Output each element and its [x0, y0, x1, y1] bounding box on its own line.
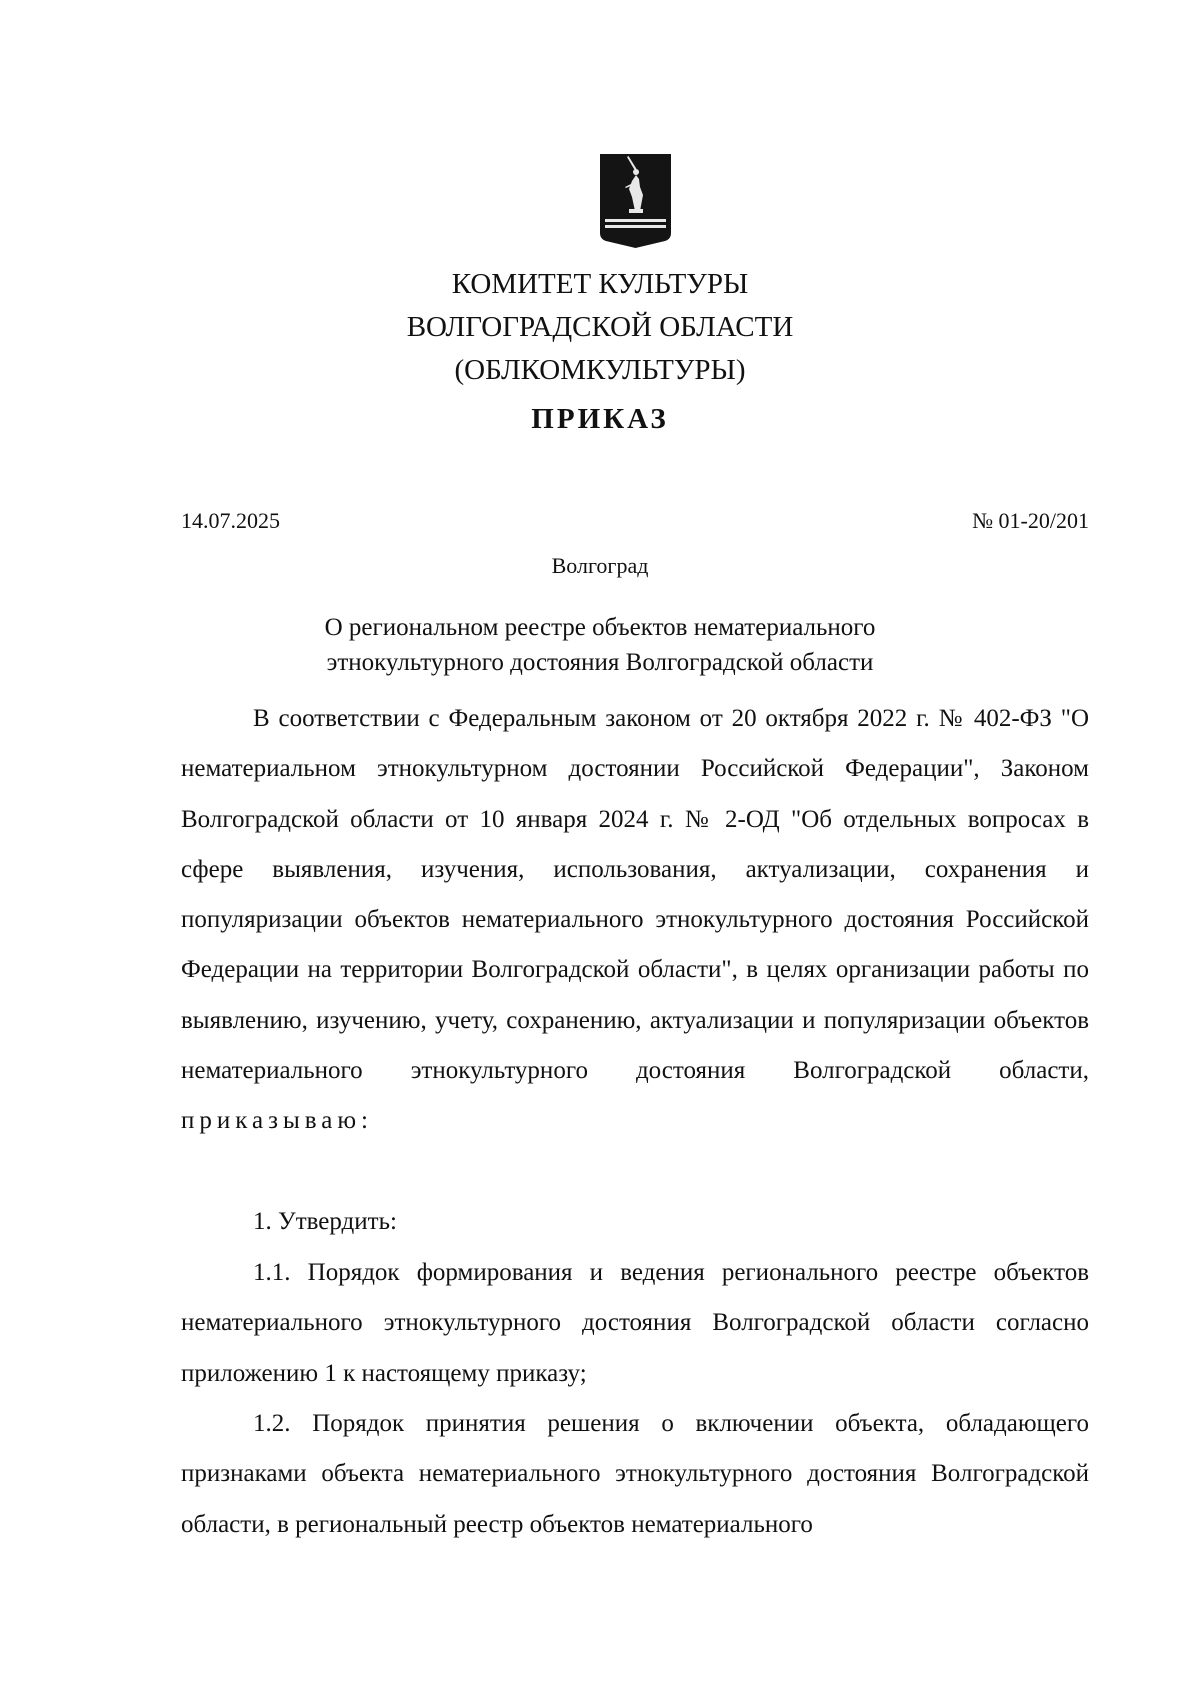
item-1-1-paragraph [181, 1248, 1089, 1399]
volgograd-coat-of-arms-emblem [599, 153, 672, 249]
item-1-2-paragraph [181, 1399, 1089, 1550]
order-city: Волгоград [551, 553, 649, 578]
order-word: приказываю [181, 1107, 362, 1135]
org-line-3: (ОБЛКОМКУЛЬТУРЫ) [454, 354, 746, 386]
order-number: № 01-20/201 [972, 508, 1089, 533]
org-line-2: ВОЛГОГРАДСКОЙ ОБЛАСТИ [406, 311, 794, 343]
org-line-1: КОМИТЕТ КУЛЬТУРЫ [451, 268, 749, 300]
order-colon: : [361, 1107, 368, 1135]
order-subject [0, 610, 1200, 680]
item-1-paragraph [181, 1197, 1089, 1247]
item-1-2-text: 1.2. Порядок принятия решения о включении объекта, обладающего признаками объекта нематериального этнокультурного достояния Волгоградской области, в региональный реестр объектов нематериального [181, 1410, 1089, 1538]
organization-name [0, 263, 1200, 392]
document-type-title: ПРИКАЗ [531, 403, 669, 435]
subject-line-2: этнокультурного достояния Волгоградской области [326, 649, 874, 676]
preamble-paragraph [181, 694, 1089, 1147]
preamble-text: В соответствии с Федеральным законом от 20 октября 2022 г. № 402-ФЗ "О нематериальном этнокультурном достоянии Российской Федерации", Законом Волгоградской области от 10 января 2024 г. № 2-ОД "Об отдельных вопросах в сфере выявления, изучения, использования, актуализации, сохранения и популяризации объектов нематериального этнокультурного достояния Российской Федерации на территории Волгоградской области", в целях организации работы по выявлению, изучению, учету, сохранению, актуализации и популяризации объектов нематериального этнокультурного достояния Волгоградской области, [181, 705, 1089, 1085]
order-date: 14.07.2025 [181, 508, 280, 533]
item-1-1-text: 1.1. Порядок формирования и ведения регионального реестре объектов нематериального этнокультурного достояния Волгоградской области согласно приложению 1 к настоящему приказу; [181, 1259, 1089, 1387]
item-1-text: 1. Утвердить: [253, 1208, 397, 1235]
subject-line-1: О региональном реестре объектов нематериального [324, 614, 876, 641]
